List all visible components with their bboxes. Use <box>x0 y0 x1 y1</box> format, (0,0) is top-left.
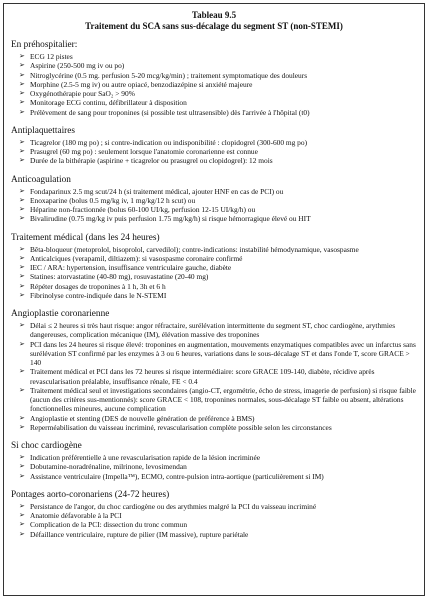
bullet-list <box>11 321 417 432</box>
section-heading: En préhospitalier: <box>11 40 78 50</box>
arrow-check-icon: ➢ <box>19 98 25 107</box>
arrow-check-icon: ➢ <box>19 107 25 116</box>
list-item <box>19 386 417 414</box>
list-item-text: Répéter dosages de troponines à 1 h, 3h et 6 h <box>30 281 166 291</box>
arrow-check-icon: ➢ <box>19 281 25 290</box>
section <box>11 490 417 539</box>
section-heading: Pontages aorto-coronariens (24-72 heures) <box>11 489 170 500</box>
list-item-text: Bêta-bloqueur (metoprolol, bisoprolol, carvedilol); contre-indications: instabilité hémodynamique, vasospasme <box>30 244 359 254</box>
arrow-check-icon: ➢ <box>19 147 25 155</box>
section <box>11 175 417 224</box>
section <box>11 233 417 301</box>
list-item <box>19 80 417 89</box>
list-item <box>19 272 417 281</box>
arrow-check-icon: ➢ <box>19 290 25 299</box>
arrow-check-icon: ➢ <box>19 205 25 213</box>
section-heading: Traitement médical (dans les 24 heures) <box>11 232 160 243</box>
list-item-text: PCI dans les 24 heures si risque élevé: troponines en augmentation, mouvements enzymatiques compatibles avec un infarctus sans surélévation ST confirmé par les enzymes à 3 ou 6 heures, variations dans le sous-décalage ST et dans l'onde T, score GRACE > 140 <box>30 339 416 367</box>
section-heading: Si choc cardiogène <box>11 441 82 451</box>
list-item <box>19 108 417 117</box>
list-item <box>19 423 417 432</box>
list-item-text: Nitroglycérine (0.5 mg. perfusion 5-20 mcg/kg/min) ; traitement symptomatique des douleurs <box>30 70 308 80</box>
list-item-text: Anatomie défavorable à la PCI <box>30 511 122 520</box>
list-item <box>19 511 417 520</box>
arrow-check-icon: ➢ <box>19 453 25 461</box>
arrow-check-icon: ➢ <box>19 244 25 253</box>
arrow-check-icon: ➢ <box>19 272 25 281</box>
list-item-text: Délai ≤ 2 heures si très haut risque: angor réfractaire, surélévation intermittente du segment ST, choc cardiogène, arythmies dangereuses, complication mécanique (IM), élévation massive des troponines <box>30 321 396 340</box>
arrow-check-icon: ➢ <box>19 137 25 146</box>
arrow-check-icon: ➢ <box>19 413 25 422</box>
arrow-check-icon: ➢ <box>19 339 25 348</box>
list-item <box>19 89 417 98</box>
sections-container <box>11 40 417 539</box>
list-item <box>19 291 417 300</box>
arrow-check-icon: ➢ <box>19 89 25 97</box>
table-title: Traitement du SCA sans sus-décalage du segment ST (non-STEMI) <box>85 21 343 31</box>
list-item <box>19 52 417 61</box>
arrow-check-icon: ➢ <box>19 471 25 480</box>
list-item <box>19 367 417 386</box>
list-item <box>19 254 417 263</box>
list-item <box>19 147 417 156</box>
arrow-check-icon: ➢ <box>19 321 25 329</box>
list-item-text: Ticagrelor (180 mg po) ; si contre-indication ou indisponibilité : clopidogrel (300-600 mg po) <box>30 137 308 147</box>
list-item <box>19 156 417 165</box>
list-item-text: Assistance ventriculaire (Impella™), ECMO, contre-pulsion intra-aortique (particulièrement si IM) <box>30 471 324 481</box>
table-frame <box>3 3 425 596</box>
list-item-text: Fondaparinux 2.5 mg scut/24 h (si traitement médical, ajouter HNF en cas de PCI) ou <box>30 186 284 196</box>
arrow-check-icon: ➢ <box>19 385 25 394</box>
list-item-text: Bivalirudine (0.75 mg/kg iv puis perfusion 1.75 mg/kg/h) si risque hémorragique élevé ou HIT <box>30 214 311 224</box>
list-item <box>19 61 417 70</box>
list-item-text: Reperméabilisation du vaisseau incriminé, revascularisation complète possible selon les circonstances <box>30 422 332 432</box>
arrow-check-icon: ➢ <box>19 52 25 60</box>
list-item-text: Enoxaparine (bolus 0.5 mg/kg iv, 1 mg/kg/12 h scut) ou <box>30 195 196 205</box>
list-item-text: Traitement médical seul et investigations secondaires (angio-CT, ergométrie, écho de stress, imagerie de perfusion) si risque faible (aucun des critères sus-mentionnés): score GRACE < 108, troponines normales, sous-décalage ST faible ou absent, altérations fonctionnelles mineures, aucune complication <box>30 385 416 414</box>
list-item-text: Angioplastie et stenting (DES de nouvelle génération de préférence à BMS) <box>30 413 255 423</box>
bullet-list <box>11 138 417 166</box>
list-item-text: Statines: atorvastatine (40-80 mg), rosuvastatine (20-40 mg) <box>30 272 209 282</box>
arrow-check-icon: ➢ <box>19 511 25 519</box>
arrow-check-icon: ➢ <box>19 61 25 70</box>
table-label: Tableau 9.5 <box>191 10 237 20</box>
list-item <box>19 98 417 107</box>
arrow-check-icon: ➢ <box>19 186 25 195</box>
section <box>11 126 417 166</box>
list-item <box>19 472 417 481</box>
list-item <box>19 530 417 539</box>
section-heading: Anticoagulation <box>11 174 71 185</box>
list-item-text: Prélèvement de sang pour troponines (si possible test ultrasensible) dès l'arrivée à l'hôpital (t0) <box>30 107 310 117</box>
arrow-check-icon: ➢ <box>19 70 25 79</box>
section-heading: Angioplastie coronarienne <box>11 309 110 319</box>
arrow-check-icon: ➢ <box>19 520 25 529</box>
list-item <box>19 245 417 254</box>
list-item <box>19 340 417 368</box>
arrow-check-icon: ➢ <box>19 263 25 271</box>
bullet-list <box>11 52 417 117</box>
arrow-check-icon: ➢ <box>19 529 25 538</box>
list-item <box>19 187 417 196</box>
list-item <box>19 520 417 529</box>
list-item <box>19 138 417 147</box>
list-item <box>19 321 417 340</box>
list-item-text: Monitorage ECG continu, défibrillateur à disposition <box>30 98 187 108</box>
list-item-text: Oxygénothérapie pour SaO₂ > 90% <box>30 89 135 98</box>
list-item <box>19 453 417 462</box>
bullet-list <box>11 453 417 481</box>
arrow-check-icon: ➢ <box>19 214 25 223</box>
bullet-list <box>11 187 417 224</box>
section <box>11 40 417 117</box>
list-item <box>19 502 417 511</box>
list-item-text: Aspirine (250-500 mg iv ou po) <box>30 61 125 71</box>
arrow-check-icon: ➢ <box>19 79 25 88</box>
arrow-check-icon: ➢ <box>19 462 25 471</box>
list-item-text: Défaillance ventriculaire, rupture de pilier (IM massive), rupture pariétale <box>30 529 249 539</box>
list-item <box>19 282 417 291</box>
arrow-check-icon: ➢ <box>19 422 25 431</box>
bullet-list <box>11 502 417 539</box>
list-item-text: Persistance de l'angor, du choc cardiogène ou des arythmies malgré la PCI du vaisseau incriminé <box>30 501 317 511</box>
list-item <box>19 205 417 214</box>
list-item-text: Complication de la PCI: dissection du tronc commun <box>30 520 188 530</box>
list-item-text: Anticalciques (verapamil, diltiazem): si vasospasme coronaire confirmé <box>30 253 243 263</box>
section-heading: Antiplaquettaires <box>11 125 76 136</box>
section <box>11 309 417 432</box>
bullet-list <box>11 245 417 301</box>
list-item-text: Morphine (2.5-5 mg iv) ou autre opiacé, benzodiazépine si anxiété majeure <box>30 79 253 89</box>
list-item <box>19 214 417 223</box>
list-item <box>19 414 417 423</box>
list-item-text: Dobutamine-noradrénaline, milrinone, levosimendan <box>30 462 187 472</box>
list-item-text: Traitement médical et PCI dans les 72 heures si risque intermédiaire: score GRACE 109-140, diabète, récidive après revascularisation préalable, insuffisance rénale, FE < 0.4 <box>30 367 375 386</box>
list-item <box>19 196 417 205</box>
section <box>11 441 417 481</box>
list-item <box>19 71 417 80</box>
arrow-check-icon: ➢ <box>19 156 25 165</box>
list-item-text: Prasugrel (60 mg po) : seulement lorsque l'anatomie coronarienne est connue <box>30 147 258 156</box>
list-item <box>19 263 417 272</box>
list-item-text: ECG 12 pistes <box>30 52 73 61</box>
arrow-check-icon: ➢ <box>19 253 25 262</box>
arrow-check-icon: ➢ <box>19 195 25 204</box>
list-item <box>19 462 417 471</box>
list-item-text: Indication préférentielle à une revascularisation rapide de la lésion incriminée <box>30 453 261 462</box>
list-item-text: Fibrinolyse contre-indiquée dans le N-STEMI <box>30 290 167 300</box>
arrow-check-icon: ➢ <box>19 367 25 376</box>
list-item-text: Durée de la bithérapie (aspirine + ticagrelor ou prasugrel ou clopidogrel): 12 mois <box>30 156 273 166</box>
list-item-text: IEC / ARA: hypertension, insuffisance ventriculaire gauche, diabète <box>30 263 232 272</box>
arrow-check-icon: ➢ <box>19 501 25 510</box>
list-item-text: Héparine non-fractionnée (bolus 60-100 UI/kg, perfusion 12-15 UI/kg/h) ou <box>30 205 256 214</box>
